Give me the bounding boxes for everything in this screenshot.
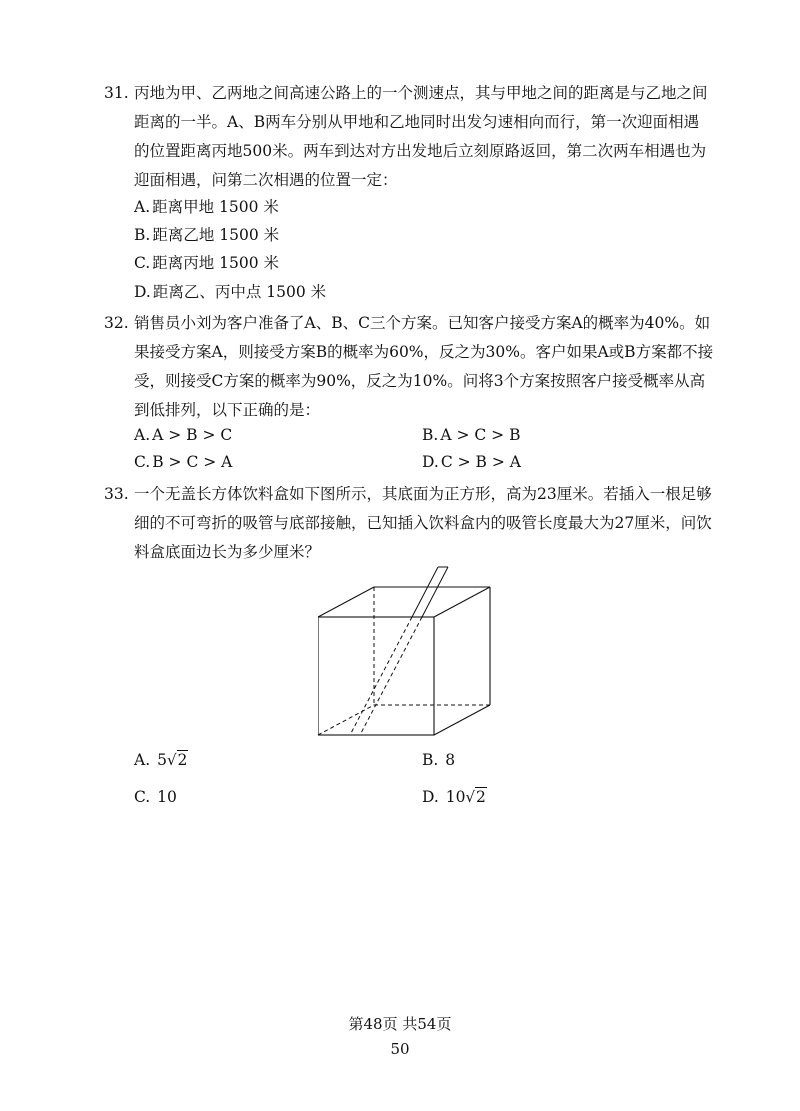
question-33-text-block <box>104 480 714 567</box>
question-text: 丙地为甲、乙两地之间高速公路上的一个测速点，其与甲地之间的距离是与乙地之间距离的一半。A、B两车分别从甲地和乙地同时出发匀速相向而行，第一次迎面相遇的位置距离丙地500米。两车到达对方出发地后立刻原路返回，第二次两车相遇也为迎面相遇，问第二次相遇的位置一定： <box>134 84 708 189</box>
option-text: B > C > A <box>152 453 233 471</box>
option-text: 距离丙地 1500 米 <box>152 254 280 272</box>
right-top-edge <box>434 587 490 617</box>
option-label: D. <box>134 283 151 301</box>
right-bottom-edge <box>434 705 490 735</box>
option-label: C. <box>134 453 151 471</box>
option-32-c[interactable] <box>134 451 232 473</box>
straw-right-inside <box>360 617 422 735</box>
left-top-edge <box>318 587 374 617</box>
option-radicand: 2 <box>476 788 486 806</box>
sqrt-symbol <box>465 786 486 808</box>
option-label: D. <box>422 788 439 806</box>
question-32 <box>104 309 714 425</box>
question-number: 32. <box>104 314 129 332</box>
option-text: 10 <box>157 788 177 806</box>
option-text: 距离甲地 1500 米 <box>152 198 279 216</box>
option-label: C. <box>134 788 151 806</box>
option-coefficient: 10 <box>445 788 466 806</box>
option-text: 距离乙、丙中点 1500 米 <box>152 283 327 301</box>
option-label: C. <box>134 254 151 272</box>
option-text: C > B > A <box>440 453 521 471</box>
option-coefficient: 5 <box>157 751 167 769</box>
question-text: 销售员小刘为客户准备了A、B、C三个方案。已知客户接受方案A的概率为40%。如果接受方案A，则接受方案B的概率为60%，反之为30%。客户如果A或B方案都不接受，则接受C方案的概率为90%，反之为10%。问将3个方案按照客户接受概率从高到低排列，以下正确的是： <box>134 314 714 419</box>
option-text: A > B > C <box>152 426 233 444</box>
option-label: D. <box>422 453 439 471</box>
option-33-c[interactable] <box>134 786 177 808</box>
option-label: B. <box>134 226 151 244</box>
option-label: B. <box>422 751 439 769</box>
option-32-b[interactable] <box>422 424 520 446</box>
option-31-c[interactable] <box>134 252 279 274</box>
radical-sign: √ <box>465 788 476 806</box>
option-31-b[interactable] <box>134 224 279 246</box>
box-straw-diagram <box>318 565 492 737</box>
radical-sign: √ <box>166 751 177 769</box>
option-33-b[interactable] <box>422 749 455 771</box>
option-label: B. <box>422 426 439 444</box>
option-label: A. <box>134 426 151 444</box>
hidden-left-bottom-edge <box>318 705 374 735</box>
option-31-d[interactable] <box>134 281 326 303</box>
sqrt-symbol <box>167 749 188 771</box>
question-31-text-block <box>104 79 714 195</box>
straw-right-outside <box>422 567 448 617</box>
straw-left-outside <box>412 567 438 617</box>
option-text: 距离乙地 1500 米 <box>152 226 280 244</box>
question-33 <box>104 480 714 567</box>
page-count-label: 第48页 共54页 <box>348 1015 452 1033</box>
option-label: A. <box>134 751 151 769</box>
straw-left-inside <box>350 617 412 735</box>
page-number: 50 <box>390 1040 410 1058</box>
option-33-a[interactable] <box>134 749 188 771</box>
option-label: A. <box>134 198 151 216</box>
option-33-d[interactable] <box>422 786 487 808</box>
front-face <box>318 617 434 735</box>
option-radicand: 2 <box>177 751 188 769</box>
question-31 <box>104 79 714 195</box>
question-number: 31. <box>104 84 129 102</box>
option-text: A > C > B <box>440 426 521 444</box>
question-number: 33. <box>104 485 129 503</box>
option-32-d[interactable] <box>422 451 521 473</box>
option-text: 8 <box>445 751 456 769</box>
question-32-text-block <box>104 309 714 425</box>
question-text: 一个无盖长方体饮料盒如下图所示，其底面为正方形，高为23厘米。若插入一根足够细的不可弯折的吸管与底部接触，已知插入饮料盒内的吸管长度最大为27厘米，问饮料盒底面边长为多少厘米？ <box>134 485 712 561</box>
option-32-a[interactable] <box>134 424 232 446</box>
option-31-a[interactable] <box>134 196 279 218</box>
